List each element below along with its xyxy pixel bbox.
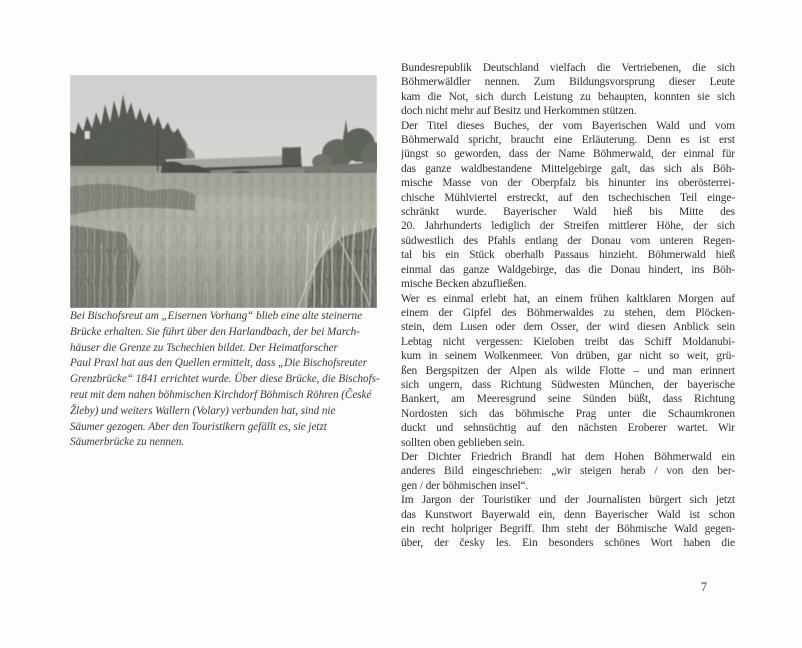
body-text-line: das ganze waldbestandene Mittelgebirge galt, das sich als Böh- bbox=[401, 162, 735, 175]
photo-caption bbox=[70, 309, 388, 451]
body-text-line: tal bis ein Stück oberhalb Passaus hinzieht. Böhmerwald hieß bbox=[401, 249, 735, 262]
body-text-line: Der Titel dieses Buches, der vom Bayerischen Wald und vom bbox=[401, 119, 735, 132]
body-text-line: kum in seinem Wolkenmeer. Von drüben, gar nicht so weit, grü- bbox=[401, 350, 735, 363]
caption-line: Paul Praxl hat aus den Quellen ermittelt, dass „Die Bischofsreuter bbox=[70, 357, 368, 370]
body-text-line: sollten oben geblieben sein. bbox=[401, 436, 525, 449]
caption-line: reut mit dem nahen böhmischen Kirchdorf Böhmisch Röhren (České bbox=[70, 388, 372, 401]
body-text-line: jüngst so geworden, dass der Name Böhmerwald, der einmal für bbox=[401, 148, 735, 161]
body-text-line: doch nicht mehr auf Besitz und Herkommen stützen. bbox=[401, 105, 637, 118]
body-text-line: mische Masse von der Oberpfalz bis hinunter ins oberösterrei- bbox=[401, 177, 735, 190]
body-text-line: das Kunstwort Bayerwald ein, denn Bayerischer Wald ist schon bbox=[401, 508, 735, 521]
caption-line: Säumerbrücke zu nennen. bbox=[70, 436, 185, 449]
body-text-line: anderes Bild eingeschrieben: „wir steigen herab / von den ber- bbox=[401, 465, 735, 478]
body-text-line: ßen Bergspitzen der Alpen als wilde Flotte – und man erinnert bbox=[401, 364, 735, 377]
body-text-line: mische Becken abzufließen. bbox=[401, 278, 527, 291]
body-text-line: duckt und sehnsüchtig auf den nächsten Eroberer wartet. Wir bbox=[401, 422, 735, 435]
body-text-column bbox=[401, 61, 735, 551]
body-text-line: einmal das ganze Waldgebirge, das die Donau hindert, ins Böh- bbox=[401, 263, 735, 276]
body-text-line: über, der česky les. Ein besonders schönes Wort haben die bbox=[401, 537, 735, 550]
page-number: 7 bbox=[700, 580, 708, 594]
body-text-line: einem der Gipfel des Böhmerwaldes zu stehen, dem Plöcken- bbox=[401, 306, 735, 319]
caption-line: häuser die Grenze zu Tschechien bildet. Der Heimatforscher bbox=[70, 341, 338, 354]
body-text-line: gen / der böhmischen insel“. bbox=[401, 479, 529, 492]
photo-grain bbox=[70, 75, 377, 308]
body-text-line: schränkt wurde. Bayerischer Wald hieß bis Mitte des bbox=[401, 206, 735, 219]
body-text-line: Lebtag nicht vergessen: Kieloben treibt das Schiff Moldanubi- bbox=[401, 335, 735, 348]
caption-line: Grenzbrücke“ 1841 errichtet wurde. Über diese Brücke, die Bischofs- bbox=[70, 373, 380, 386]
body-text-line: Nordosten sich das böhmische Prag unter die Schaumkronen bbox=[401, 407, 735, 420]
bridge-photo-illustration bbox=[70, 75, 377, 308]
body-text-line: Im Jargon der Touristiker und der Journalisten bürgert sich jetzt bbox=[401, 494, 735, 507]
caption-line: Säumer gezogen. Aber den Touristikern gefällt es, sie jetzt bbox=[70, 420, 327, 433]
body-text-line: ein recht holpriger Begriff. Ihm steht der Böhmische Wald gegen- bbox=[401, 523, 735, 535]
caption-line: Bei Bischofsreut am „Eisernen Vorhang“ blieb eine alte steinerne bbox=[70, 310, 362, 322]
bridge-photo bbox=[70, 75, 377, 308]
body-text-line: Böhmerwäldler nennen. Zum Bildungsvorsprung dieser Leute bbox=[401, 76, 735, 89]
caption-line: Žleby) und weiters Wallern (Volary) verbunden hat, sind nie bbox=[70, 404, 336, 417]
body-text-line: chische Mühlviertel erstreckt, auf den tschechischen Teil einge- bbox=[401, 191, 735, 204]
body-text-line: Bundesrepublik Deutschland vielfach die Vertriebenen, die sich bbox=[401, 62, 735, 74]
body-text-line: sich ungern, dass Richtung Südwesten München, der bayerische bbox=[401, 378, 735, 391]
body-text-line: stein, dem Lusen oder dem Osser, der wird diesen Anblick sein bbox=[401, 321, 735, 334]
body-text-line: Der Dichter Friedrich Brandl hat dem Hohen Böhmerwald ein bbox=[401, 450, 735, 463]
body-text-line: südwestlich des Pfahls entlang der Donau vom unteren Regen- bbox=[401, 234, 735, 247]
body-text-line: Böhmerwald spricht, braucht eine Erläuterung. Denn es ist erst bbox=[401, 134, 735, 147]
body-text-line: Wer es einmal erlebt hat, an einem frühen kaltklaren Morgen auf bbox=[401, 292, 735, 305]
body-text-line: 20. Jahrhunderts lediglich der Streifen mittlerer Höhe, der sich bbox=[401, 220, 735, 233]
body-text-line: kam die Not, sich durch Leistung zu behaupten, konnten sie sich bbox=[401, 90, 735, 103]
caption-line: Brücke erhalten. Sie führt über den Harlandbach, der bei March- bbox=[70, 325, 360, 338]
body-text-line: Bankert, am Meeresgrund seine Sünden büßt, dass Richtung bbox=[401, 393, 735, 406]
